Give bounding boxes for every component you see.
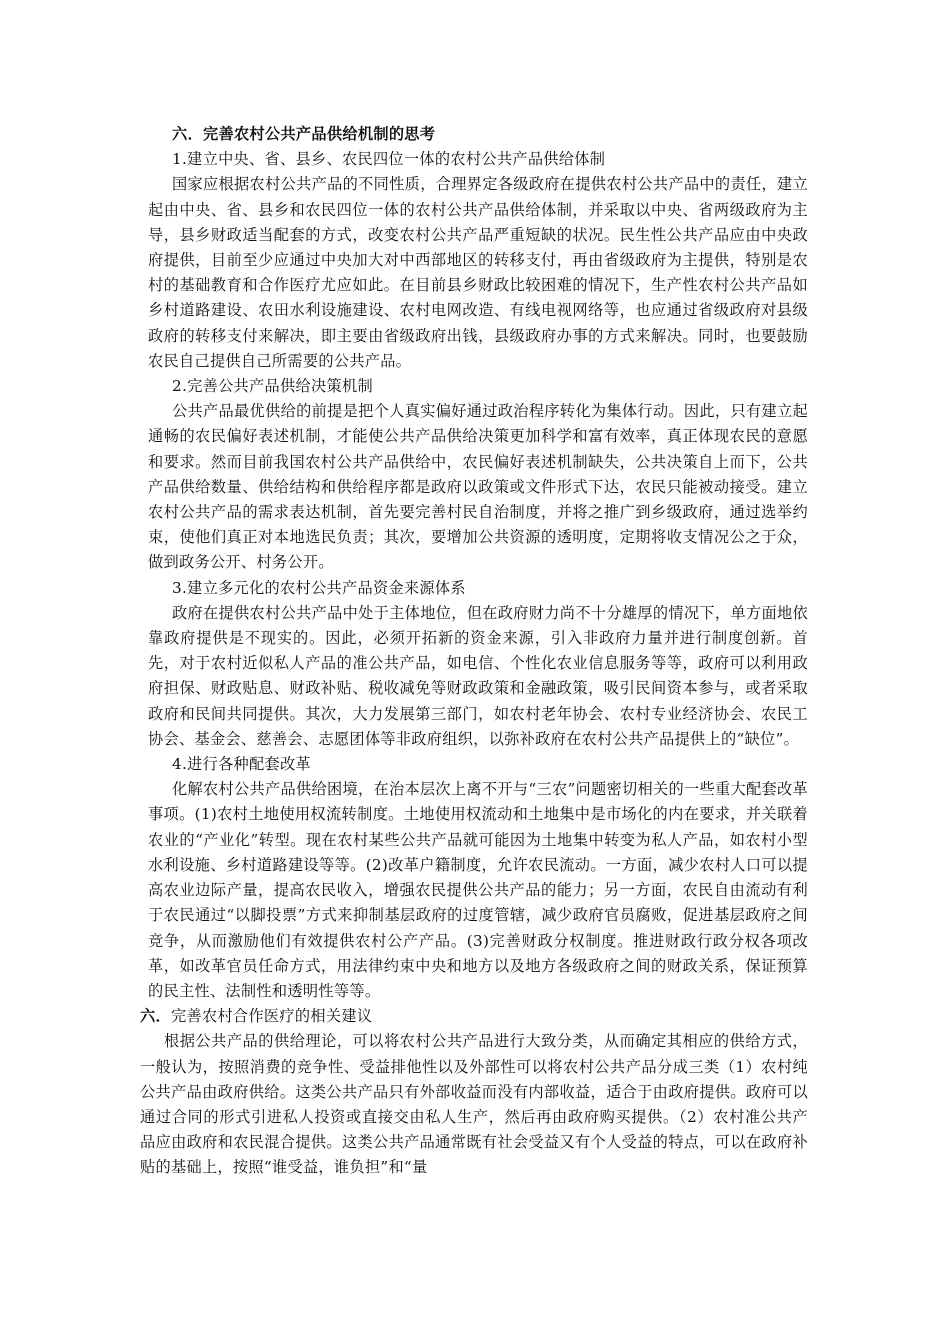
section-heading-2-number: 六． bbox=[140, 1007, 171, 1026]
paragraph-2: 公共产品最优供给的前提是把个人真实偏好通过政治程序转化为集体行动。因此，只有建立起通畅的农民偏好表述机制，才能使公共产品供给决策更加科学和富有效率，真正体现农民的意愿和要求。然而目前我国农村公共产品供给中，农民偏好表述机制缺失，公共决策自上而下，公共产品供给数量、供给结构和供给程序都是政府以政策或文件形式下达，农民只能被动接受。建立农村公共产品的需求表达机制，首先要完善村民自治制度，并将之推广到乡级政府，通过选举约束，使他们真正对本地选民负责；其次，要增加公共资源的透明度，定期将收支情况公之于众，做到政务公开、村务公开。 bbox=[148, 402, 808, 572]
subsection-title-1: 1.建立中央、省、县乡、农民四位一体的农村公共产品供给体制 bbox=[172, 150, 606, 169]
subsection-title-3: 3.建立多元化的农村公共产品资金来源体系 bbox=[172, 578, 466, 597]
section-heading-2-text: 完善农村合作医疗的相关建议 bbox=[170, 1007, 373, 1026]
paragraph-1: 国家应根据农村公共产品的不同性质，合理界定各级政府在提供农村公共产品中的责任，建立起由中央、省、县乡和农民四位一体的农村公共产品供给体制，并采取以中央、省两级政府为主导，县乡财政适当配套的方式，改变农村公共产品严重短缺的状况。民生性公共产品应由中央政府提供，目前至少应通过中央加大对中西部地区的转移支付，再由省级政府为主提供，特别是农村的基础教育和合作医疗尤应如此。在目前县乡财政比较困难的情况下，生产性农村公共产品如乡村道路建设、农田水利设施建设、农村电网改造、有线电视网络等，也应通过省级政府对县级政府的转移支付来解决，即主要由省级政府出钱，县级政府办事的方式来解决。同时，也要鼓励农民自己提供自己所需要的公共产品。 bbox=[148, 175, 808, 370]
section-heading: 六．完善农村公共产品供给机制的思考 bbox=[172, 125, 436, 143]
subsection-title-4: 4.进行各种配套改革 bbox=[172, 755, 311, 774]
document-body bbox=[140, 122, 808, 1181]
paragraph-4: 化解农村公共产品供给困境，在治本层次上离不开与“三农”问题密切相关的一些重大配套改革事项。(1)农村土地使用权流转制度。土地使用权流动和土地集中是市场化的内在要求，并关联着农业的“产业化”转型。现在农村某些公共产品就可能因为土地集中转变为私人产品，如农村小型水利设施、乡村道路建设等等。(2)改革户籍制度，允许农民流动。一方面，减少农村人口可以提高农业边际产量，提高农民收入，增强农民提供公共产品的能力；另一方面，农民自由流动有利于农民通过“以脚投票”方式来抑制基层政府的过度管辖，减少政府官员腐败，促进基层政府之间竞争，从而激励他们有效提供农村公产产品。(3)完善财政分权制度。推进财政行政分权各项改革，如改革官员任命方式，用法律约束中央和地方以及地方各级政府之间的财政关系，保证预算的民主性、法制性和透明性等等。 bbox=[148, 780, 808, 1000]
subsection-title-2: 2.完善公共产品供给决策机制 bbox=[172, 377, 373, 396]
section-heading-2 bbox=[140, 1004, 808, 1029]
paragraph-5: 根据公共产品的供给理论，可以将农村公共产品进行大致分类，从而确定其相应的供给方式，一般认为，按照消费的竞争性、受益排他性以及外部性可以将农村公共产品分成三类（1）农村纯公共产品由政府供给。这类公共产品只有外部收益而没有内部收益，适合于由政府提供。政府可以通过合同的形式引进私人投资或直接交由私人生产，然后再由政府购买提供。（2）农村准公共产品应由政府和农民混合提供。这类公共产品通常既有社会受益又有个人受益的特点，可以在政府补贴的基础上，按照“谁受益，谁负担”和“量 bbox=[140, 1032, 808, 1177]
paragraph-3: 政府在提供农村公共产品中处于主体地位，但在政府财力尚不十分雄厚的情况下，单方面地依靠政府提供是不现实的。因此，必须开拓新的资金来源，引入非政府力量并进行制度创新。首先，对于农村近似私人产品的准公共产品，如电信、个性化农业信息服务等等，政府可以利用政府担保、财政贴息、财政补贴、税收减免等财政政策和金融政策，吸引民间资本参与，或者采取政府和民间共同提供。其次，大力发展第三部门，如农村老年协会、农村专业经济协会、农民工协会、基金会、慈善会、志愿团体等非政府组织，以弥补政府在农村公共产品提供上的“缺位”。 bbox=[148, 603, 808, 748]
